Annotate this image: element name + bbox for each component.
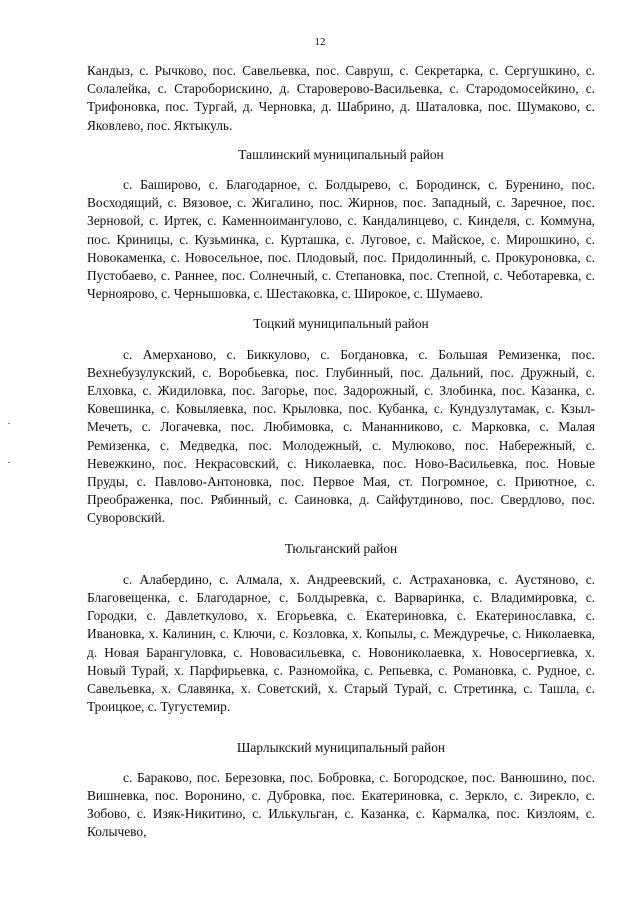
section-heading-tyulgansky: Тюльганский район <box>284 540 398 556</box>
margin-mark <box>8 423 10 424</box>
document-body <box>87 62 595 842</box>
paragraph-tashlinsky: с. Баширово, с. Благодарное, с. Болдырево, с. Бородинск, с. Буренино, пос. Восходящий, с. Вязовое, с. Жигалино, пос. Жирнов, пос. Западный, с. Заречное, пос. Зерновой, с. Иртек, с. Каменноимангулово, с. Кандалинцево, с. Кинделя, с. Коммуна, пос. Криницы, с. Кузьминка, с. Курташка, с. Луговое, с. Майское, с. Мирошкино, с. Новокаменка, с. Новосельное, пос. Плодовый, пос. Придолинный, с. Прокуроновка, с. Пустобаево, с. Раннее, пос. Солнечный, с. Степановка, пос. Степной, с. Чеботаревка, с. Черноярово, с. Чернышовка, с. Шестаковка, с. Широкое, с. Шумаево. <box>87 177 595 302</box>
page-number: 12 <box>314 36 326 48</box>
section-heading-tashlinsky: Ташлинский муниципальный район <box>238 146 444 162</box>
paragraph-totsky: с. Амерханово, с. Биккулово, с. Богдановка, с. Большая Ремизенка, пос. Вехнебузулукский, с. Воробьевка, пос. Глубинный, пос. Дальний, пос. Дружный, с. Елховка, с. Жидиловка, пос. Загорье, пос. Задорожный, с. Злобинка, пос. Казанка, с. Ковешинка, с. Ковыляевка, пос. Крыловка, пос. Кубанка, с. Кундузлутамак, с. Кзыл-Мечеть, с. Логачевка, пос. Любимовка, с. Мананниково, с. Марковка, с. Малая Ремизенка, с. Медведка, пос. Молодежный, с. Мулюково, пос. Набережный, с. Невежкино, пос. Некрасовский, с. Николаевка, пос. Ново-Васильевка, пос. Новые Пруды, с. Павлово-Антоновка, пос. Первое Мая, ст. Погромное, с. Приютное, с. Преображенка, пос. Рябинный, с. Саиновка, д. Сайфутдиново, пос. Свердлово, пос. Суворовский. <box>87 346 595 526</box>
paragraph-continuation: Кандыз, с. Рычково, пос. Савельевка, пос. Савруш, с. Секретарка, с. Сергушкино, с. Солалейка, с. Староборискино, д. Староверово-Васильевка, с. Стародомосейкино, с. Трифоновка, пос. Тургай, д. Черновка, д. Шабрино, д. Шаталовка, пос. Шумаково, с. Яковлево, пос. Яктыкуль. <box>87 63 595 133</box>
section-heading-totsky: Тоцкий муниципальный район <box>253 316 429 332</box>
paragraph-tyulgansky: с. Алабердино, с. Алмала, х. Андреевский, с. Астрахановка, с. Аустяново, с. Благовещенка, с. Благодарное, с. Болдыревка, с. Варваринка, с. Владимировка, с. Городки, с. Давлеткулово, х. Егорьевка, с. Екатериновка, с. Екатеринославка, с. Ивановка, х. Калинин, с. Ключи, с. Козловка, х. Копылы, с. Междуречье, с. Николаевка, д. Новая Барангуловка, с. Нововасильевка, с. Новониколаевка, х. Новосергиевка, х. Новый Турай, х. Парфирьевка, с. Разномойка, с. Репьевка, с. Романовка, с. Рудное, с. Савельевка, х. Славянка, х. Советский, х. Старый Турай, с. Стретинка, с. Ташла, с. Троицкое, с. Тугустемир. <box>87 571 595 715</box>
section-heading-sharlyksky: Шарлыкский муниципальный район <box>236 739 446 755</box>
margin-mark <box>8 462 10 463</box>
paragraph-sharlyksky: с. Бараково, пос. Березовка, пос. Бобровка, с. Богородское, пос. Ванюшино, пос. Вишневка, пос. Воронино, с. Дубровка, пос. Екатериновка, с. Зеркло, с. Зирекло, с. Зобово, с. Изяк-Никитино, с. Илькульган, с. Казанка, с. Кармалка, пос. Кизлоям, с. Колычево, <box>87 769 595 840</box>
